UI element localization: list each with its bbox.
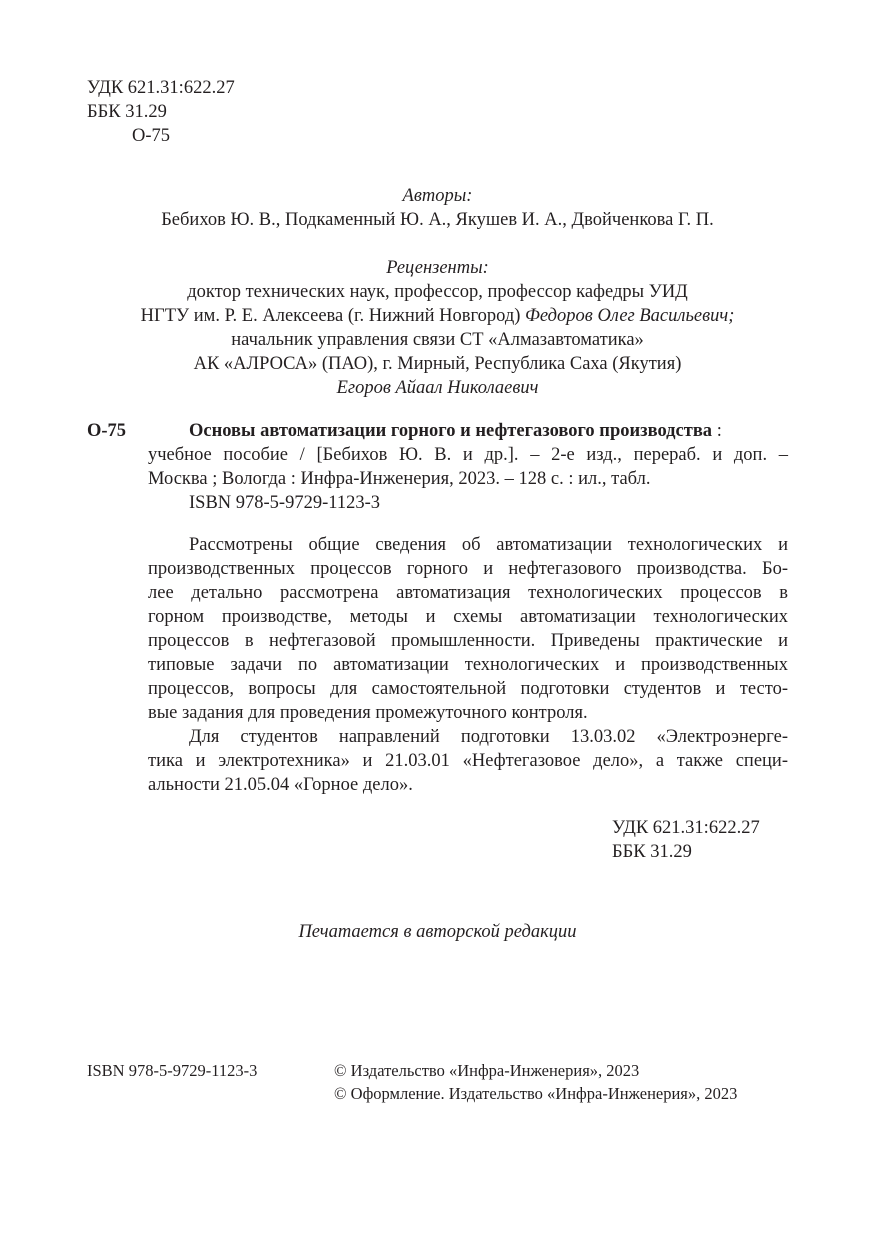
abstract-p1-line-5: типовые задачи по автоматизации технологических и производственных [148,655,788,675]
record-title-line [148,419,788,443]
abstract-p1-line-3: горном производстве, методы и схемы автоматизации технологических [148,607,788,627]
abstract-p1-line-4: процессов в нефтегазовой промышленности. Приведены практические и [148,631,788,651]
reviewers-section [0,256,875,400]
title-suffix: : [712,421,722,441]
bbk-code: ББК 31.29 [87,102,167,122]
abstract-p1-line-7: вые задания для проведения промежуточного контроля. [148,703,588,723]
reviewer1-name: Федоров Олег Васильевич; [525,306,735,326]
abstract-p1-line-6: процессов, вопросы для самостоятельной подготовки студентов и тесто- [148,679,788,699]
authors-heading: Авторы: [402,186,473,206]
top-classification [87,76,235,148]
footer-copyrights [334,1059,737,1105]
abstract-p2-line-0: Для студентов направлений подготовки 13.03.02 «Электроэнерге- [189,727,788,747]
book-title: Основы автоматизации горного и нефтегазового производства [189,421,713,441]
record-line-3: Москва ; Вологда : Инфра-Инженерия, 2023. – 128 с. : ил., табл. [148,469,651,489]
reviewers-heading: Рецензенты: [386,258,489,278]
abstract [148,533,788,797]
record-mark: О-75 [87,421,127,441]
author-mark: О-75 [132,126,171,146]
copyright-publisher: © Издательство «Инфра-Инженерия», 2023 [334,1061,640,1080]
reviewer1-affiliation [0,304,875,328]
abstract-p2-line-2: альности 21.05.04 «Горное дело». [148,775,413,795]
bibliographic-record [148,419,788,515]
reviewer2-position: начальник управления связи СТ «Алмазавтоматика» [231,330,644,350]
footer-isbn: ISBN 978-5-9729-1123-3 [87,1061,258,1080]
abstract-p1-line-1: производственных процессов горного и нефтегазового производства. Бо- [148,559,788,579]
reviewer1-position: доктор технических наук, профессор, профессор кафедры УИД [187,282,688,302]
udk-code-bottom: УДК 621.31:622.27 [612,818,760,838]
reviewer2-affiliation: АК «АЛРОСА» (ПАО), г. Мирный, Республика Саха (Якутия) [193,354,682,374]
edition-note: Печатается в авторской редакции [298,922,577,942]
copyright-design: © Оформление. Издательство «Инфра-Инженерия», 2023 [334,1084,738,1103]
reviewer1-affiliation-text: НГТУ им. Р. Е. Алексеева (г. Нижний Новгород) [140,306,521,326]
abstract-p1-line-0: Рассмотрены общие сведения об автоматизации технологических и [189,535,788,555]
abstract-p2-line-1: тика и электротехника» и 21.03.01 «Нефтегазовое дело», а также специ- [148,751,788,771]
bottom-classification [612,816,760,864]
bbk-code-bottom: ББК 31.29 [612,842,692,862]
abstract-p1-line-2: лее детально рассмотрена автоматизация технологических процессов в [148,583,788,603]
authors-names: Бебихов Ю. В., Подкаменный Ю. А., Якушев И. А., Двойченкова Г. П. [161,210,714,230]
reviewer2-name: Егоров Айаал Николаевич [336,378,539,398]
udk-code: УДК 621.31:622.27 [87,78,235,98]
record-line-2: учебное пособие / [Бебихов Ю. В. и др.]. – 2-е изд., перераб. и доп. – [148,445,788,465]
authors-section [0,184,875,232]
record-isbn: ISBN 978-5-9729-1123-3 [189,493,380,513]
